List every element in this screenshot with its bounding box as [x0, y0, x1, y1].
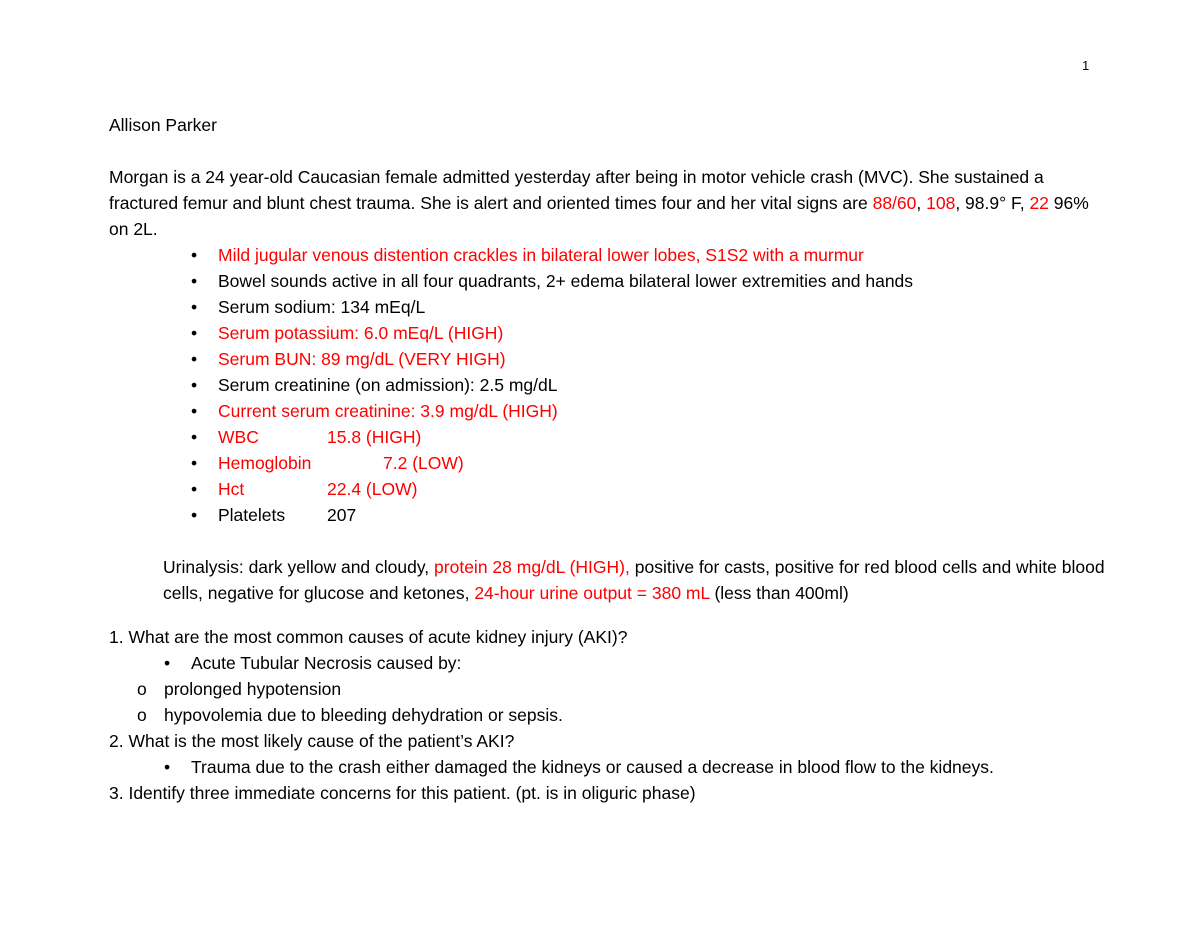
answer-1-text: Acute Tubular Necrosis caused by: — [191, 653, 462, 673]
circle-bullet-icon: o — [137, 679, 147, 699]
bullet-icon: • — [191, 375, 198, 395]
case-intro — [109, 164, 1109, 242]
urinalysis-output: 24-hour urine output = 380 mL — [474, 583, 710, 603]
question-2: 2. What is the most likely cause of the patient’s AKI? — [109, 731, 515, 751]
urinalysis-text-c: (less than 400ml) — [709, 583, 849, 603]
lab-findings-list — [109, 242, 1109, 528]
lab-item — [191, 502, 1109, 528]
vitals-sep: , — [916, 193, 927, 213]
lab-label: Hct — [218, 479, 245, 499]
lab-item — [191, 294, 1109, 320]
lab-value: 7.2 (LOW) — [383, 453, 464, 473]
list-item — [137, 676, 1109, 702]
urinalysis-protein: protein 28 mg/dL (HIGH), — [434, 557, 630, 577]
bullet-icon: • — [191, 453, 198, 473]
urinalysis-paragraph — [163, 554, 1109, 606]
lab-item — [191, 398, 1109, 424]
sub-item-text: prolonged hypotension — [164, 679, 342, 699]
lab-value: 207 — [327, 505, 357, 525]
lab-label: Serum creatinine (on admission): 2.5 mg/dL — [218, 375, 558, 395]
lab-label: WBC — [218, 427, 259, 447]
list-item — [137, 702, 1109, 728]
list-item — [164, 650, 1109, 676]
lab-item — [191, 476, 1109, 502]
lab-value: 15.8 (HIGH) — [327, 427, 422, 447]
bullet-icon: • — [191, 297, 198, 317]
answer-1-sublist — [109, 676, 1109, 728]
bullet-icon: • — [164, 757, 171, 777]
author-name: Allison Parker — [109, 115, 217, 135]
bullet-icon: • — [191, 505, 198, 525]
bullet-icon: • — [191, 349, 198, 369]
lab-label: Serum potassium: 6.0 mEq/L (HIGH) — [218, 323, 504, 343]
sub-item-text: hypovolemia due to bleeding dehydration or sepsis. — [164, 705, 563, 725]
vitals-bp: 88/60 — [872, 193, 917, 213]
answer-2-list — [109, 754, 1109, 780]
bullet-icon: • — [191, 427, 198, 447]
bullet-icon: • — [164, 653, 171, 673]
lab-value: 22.4 (LOW) — [327, 479, 418, 499]
lab-item — [191, 372, 1109, 398]
lab-label: Serum BUN: 89 mg/dL (VERY HIGH) — [218, 349, 506, 369]
question-3: 3. Identify three immediate concerns for this patient. (pt. is in oliguric phase) — [109, 783, 696, 803]
intro-text: Morgan is a 24 year-old Caucasian female admitted yesterday after being in motor vehicle crash (MVC). She sustained a fractured femur and blunt chest trauma. She is alert and oriented times four and her vital signs are — [109, 167, 1044, 213]
lab-label: Current serum creatinine: 3.9 mg/dL (HIGH) — [218, 401, 558, 421]
list-item — [164, 754, 1109, 780]
vitals-temp: , 98.9° F, — [955, 193, 1030, 213]
lab-label: Hemoglobin — [218, 453, 312, 473]
vitals-hr: 108 — [926, 193, 956, 213]
urinalysis-text-b: positive for casts, positive for red blood cells and white blood cells, negative for glucose and ketones, — [163, 557, 1105, 603]
lab-label: Platelets — [218, 505, 286, 525]
answer-1-list — [109, 650, 1109, 676]
vitals-rr: 22 — [1029, 193, 1049, 213]
urinalysis-text-a: Urinalysis: dark yellow and cloudy, — [163, 557, 435, 577]
bullet-icon: • — [191, 323, 198, 343]
lab-item — [191, 450, 1109, 476]
question-1: 1. What are the most common causes of acute kidney injury (AKI)? — [109, 627, 628, 647]
lab-label: Bowel sounds active in all four quadrants, 2+ edema bilateral lower extremities and hands — [218, 271, 914, 291]
lab-item — [191, 242, 1109, 268]
lab-item — [191, 268, 1109, 294]
lab-item — [191, 424, 1109, 450]
bullet-icon: • — [191, 401, 198, 421]
vitals-spo2: 96% on 2L. — [109, 193, 1089, 239]
lab-item — [191, 320, 1109, 346]
page-number: 1 — [1082, 58, 1090, 73]
lab-item — [191, 346, 1109, 372]
answer-2-text: Trauma due to the crash either damaged the kidneys or caused a decrease in blood flow to the kidneys. — [191, 757, 994, 777]
document-body — [109, 112, 1109, 806]
bullet-icon: • — [191, 271, 198, 291]
bullet-icon: • — [191, 245, 198, 265]
lab-label: Mild jugular venous distention crackles in bilateral lower lobes, S1S2 with a murmur — [218, 245, 864, 265]
circle-bullet-icon: o — [137, 705, 147, 725]
bullet-icon: • — [191, 479, 198, 499]
lab-label: Serum sodium: 134 mEq/L — [218, 297, 426, 317]
